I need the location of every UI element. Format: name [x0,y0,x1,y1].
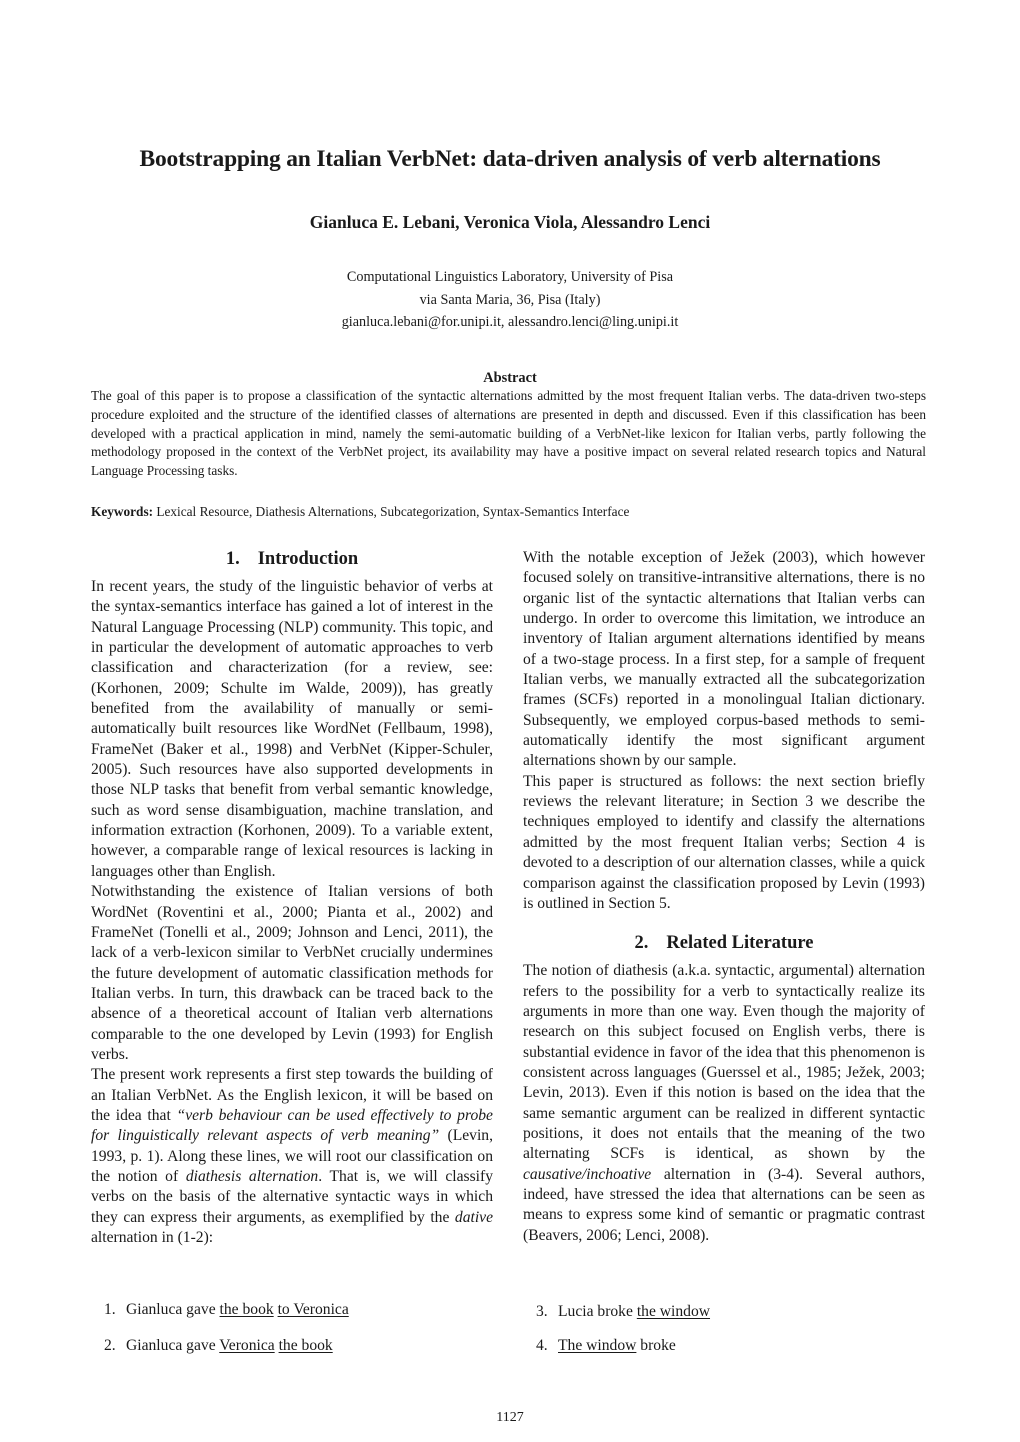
term-diathesis-alternation: diathesis alternation [185,1167,319,1185]
page-number: 1127 [496,1410,524,1425]
text-run: (Levin, 1993, p. 1). Along these lines, we will root our classification on the notion of [91,1127,493,1185]
paper-title: Bootstrapping an Italian VerbNet: data-driven analysis of verb alternations [139,146,881,172]
example-4 [536,1337,676,1355]
abstract-text: The goal of this paper is to propose a classification of the syntactic alternations admitted by the most frequent Italian verbs. The data-driven two-steps procedure exploited and the structure of the identified classes of alternations are presented in depth and discussed. Even if this classification has been developed with a practical application in mind, namely the semi-automatic building of a VerbNet-like lexicon for Italian verbs, partly following the methodology proposed in the context of the VerbNet project, its availability may have a positive impact on several related research topics and Natural Language Processing tasks. [91,388,926,479]
section-number: 1. [225,549,240,569]
underlined-constituent: Veronica [219,1337,275,1354]
underlined-constituent: the book [278,1337,333,1354]
term-dative: dative [454,1208,493,1226]
section-heading-related-literature [523,932,925,954]
intro-paragraph-4: With the notable exception of Ježek (2003), which however focused solely on transitive-intransitive alternations, there is no organic list of the syntactic alternations that Italian verbs can undergo. In order to overcome this limitation, we introduce an inventory of Italian argument alternations identified by means of a two-stage process. In a first step, for a sample of frequent Italian verbs, we manually extracted all the subcategorization frames (SCFs) reported in a monolingual Italian dictionary. Subsequently, we employed corpus-based methods to semi-automatically identify the most significant argument alternations shown by our sample. [523,549,925,770]
left-column [91,548,493,1248]
keywords-line [91,504,926,520]
underlined-constituent: the book [219,1301,274,1318]
keywords-label: Keywords: [91,504,154,519]
right-column [523,548,925,1246]
abstract-body [91,387,926,481]
example-text: broke [636,1337,676,1354]
example-3 [536,1303,710,1321]
affiliation-block [0,266,1020,334]
term-causative-inchoative: causative/inchoative [523,1165,652,1183]
section-title: Introduction [257,549,359,569]
example-number: 1. [104,1301,116,1318]
author-list: Gianluca E. Lebani, Veronica Viola, Alessandro Lenci [309,212,711,232]
text-run: alternation in (3-4). Several authors, indeed, have stressed the idea that alternations can be seen as means to express some kind of semantic or pragmatic contrast (Beavers, 2006; Lenci, 2008). [523,1165,925,1244]
example-number: 2. [104,1337,116,1354]
abstract-heading: Abstract [483,370,537,386]
text-run: . That is, we will classify verbs on the basis of the alternative syntactic ways in which they can express their arguments, as exemplified by the [91,1167,494,1226]
underlined-constituent: The window [558,1337,637,1354]
underlined-constituent: the window [636,1303,711,1320]
institution: Computational Linguistics Laboratory, University of Pisa [346,269,674,285]
intro-paragraph-3 [91,1065,493,1248]
section-number: 2. [634,933,649,954]
keywords-text: Lexical Resource, Diathesis Alternations, Subcategorization, Syntax-Semantics Interface [156,504,630,519]
example-number: 4. [536,1337,548,1354]
example-number: 3. [536,1303,548,1320]
related-paragraph-1 [523,961,925,1246]
intro-paragraph-1: In recent years, the study of the linguistic behavior of verbs at the syntax-semantics interface has gained a lot of interest in the Natural Language Processing (NLP) community. This topic, and in particular the development of automatic approaches to verb classification and characterization (for a review, see: (Korhonen, 2009; Schulte im Walde, 2009)), has greatly benefited from the availability of manually or semi-automatically built resources like WordNet (Fellbaum, 1998), FrameNet (Baker et al., 1998) and VerbNet (Kipper-Schuler, 2005). Such resources have also supported developments in those NLP tasks that benefit from verbal semantic knowledge, such as word sense disambiguation, machine translation, and information extraction (Korhonen, 2009). To a variable extent, however, a comparable range of lexical resources is lacking in languages other than English. [91,578,493,880]
section-title: Related Literature [666,933,814,954]
intro-paragraph-2: Notwithstanding the existence of Italian versions of both WordNet (Roventini et al., 2000; Pianta et al., 2002) and FrameNet (Tonelli et al., 2009; Johnson and Lenci, 2011), the lack of a verb-lexicon similar to VerbNet crucially undermines the future development of automatic classification methods for Italian verbs. In turn, this drawback can be traced back to the absence of a theoretical account of Italian verb alternations comparable to the one developed by Levin (1993) for English verbs. [91,883,493,1063]
levin-quote: “verb behaviour can be used effectively to probe for linguistically relevant aspects of verb meaning” [91,1106,493,1145]
text-run: The present work represents a first step towards the building of an Italian VerbNet. As the English lexicon, it will be based on the idea that [91,1066,493,1124]
address: via Santa Maria, 36, Pisa (Italy) [419,291,601,308]
text-run: The notion of diathesis (a.k.a. syntactic, argumental) alternation refers to the possibility for a verb to syntactically realize its arguments in more than one way. Even though the majority of research on this subject focused on English verbs, there is substantial evidence in favor of the idea that this phenomenon is consistent across languages (Guerssel et al., 1985; Ježek, 2003; Levin, 2013). Even if this notion is based on the idea that the same semantic argument can be realized in different syntactic positions, it does not entails that the meaning of the two alternating SCFs is identical, as shown by the [523,962,925,1163]
emails: gianluca.lebani@for.unipi.it, alessandro.lenci@ling.unipi.it [341,314,679,330]
example-1 [104,1301,349,1319]
example-text: Gianluca gave [126,1337,220,1354]
intro-paragraph-5: This paper is structured as follows: the next section briefly reviews the relevant literature; in Section 3 we describe the techniques employed to identify and classify the alternations admitted by the most frequent Italian verbs; Section 4 is devoted to a description of our alternation classes, while a quick comparison against the classification proposed by Levin (1993) is outlined in Section 5. [523,772,925,912]
example-text: Gianluca gave [126,1301,220,1318]
section-heading-introduction [91,548,493,570]
example-2 [104,1337,333,1355]
example-text: Lucia broke [558,1303,637,1320]
underlined-constituent: to Veronica [277,1301,349,1318]
text-run: alternation in (1-2): [91,1229,214,1246]
